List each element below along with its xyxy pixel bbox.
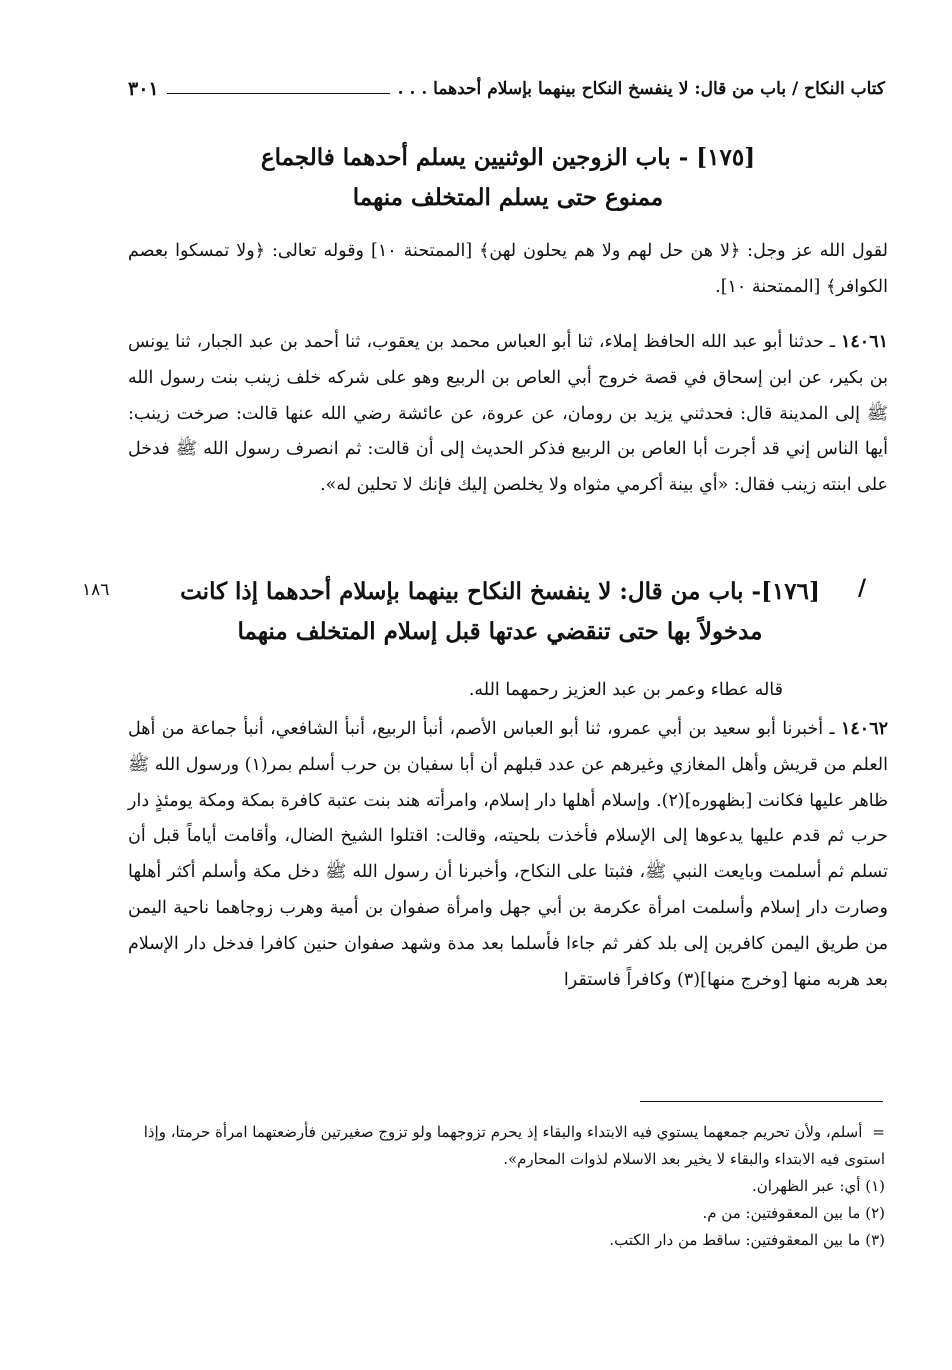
- header-rule: [167, 93, 390, 94]
- manuscript-margin-number: ١٨٦: [82, 580, 110, 600]
- footnote-continuation: [128, 1119, 885, 1173]
- section-176-heading-line1: [١٧٦]- باب من قال: لا ينفسخ النكاح بينهما بإسلام أحدهما إذا كانت: [180, 578, 820, 605]
- section-176-heading-line2: مدخولاً بها حتى تنقضي عدتها قبل إسلام المتخلف منهما: [237, 618, 763, 645]
- hadith-14062: [128, 712, 888, 998]
- footnote-2: (٢) ما بين المعقوفتين: من م.: [702, 1204, 885, 1222]
- page-break-slash: /: [858, 575, 867, 601]
- hadith-text: ـ حدثنا أبو عبد الله الحافظ إملاء، ثنا أبو العباس محمد بن يعقوب، ثنا أحمد بن عبد الجبار، ثنا يونس بن بكير، عن ابن إسحاق في قصة خروج أبي العاص بن الربيع وهو على شركه خلف زينب بنت رسول الله ﷺ إلى المدينة قال: فحدثني يزيد بن رومان، عن عروة، عن عائشة رضي الله عنها قالت: صرخت زينب: أيها الناس إني قد أجرت أبا العاص بن الربيع فذكر الحديث إلى أن قالت: ثم انصرف رسول الله ﷺ فدخل على ابنته زينب فقال: «أي بينة أكرمي مثواه ولا يخلصن إليك فإنك لا تحلين له».: [128, 332, 888, 496]
- footnotes: [128, 1119, 885, 1254]
- footnote-1: (١) أي: عبر الظهران.: [752, 1177, 885, 1195]
- footnote-separator: [640, 1101, 883, 1102]
- header-title: كتاب النكاح / باب من قال: لا ينفسخ النكاح بينهما بإسلام أحدهما . . .: [397, 79, 885, 99]
- section-175-heading-line2: ممنوع حتى يسلم المتخلف منهما: [352, 184, 664, 211]
- running-header: [128, 72, 885, 106]
- hadith-14061: [128, 325, 888, 504]
- hadith-number: ١٤٠٦١: [841, 332, 888, 352]
- section-175-intro: لقول الله عز وجل: ﴿لا هن حل لهم ولا هم يحلون لهن﴾ [الممتحنة ١٠] وقوله تعالى: ﴿ولا تمسكوا بعصم الكوافر﴾ [الممتحنة ١٠].: [128, 241, 888, 297]
- section-176-intro: قاله عطاء وعمر بن عبد العزيز رحمهما الله.: [468, 680, 783, 700]
- hadith-number: ١٤٠٦٢: [841, 719, 888, 739]
- section-175-heading-line1: [١٧٥] - باب الزوجين الوثنيين يسلم أحدهما فالجماع: [260, 144, 756, 171]
- footnote-continuation-text: أسلم، ولأن تحريم جمعهما يستوي فيه الابتداء والبقاء إذ يحرم تزوجهما ولو تزوج صغيرتين فأرضعتهما امرأة حرمتا، وإذا استوى فيه الابتداء والبقاء لا يخير بعد الاسلام لذوات المحارم».: [143, 1123, 885, 1168]
- footnote-3: (٣) ما بين المعقوفتين: ساقط من دار الكتب.: [609, 1231, 885, 1249]
- hadith-text: ـ أخبرنا أبو سعيد بن أبي عمرو، ثنا أبو العباس الأصم، أنبأ الربيع، أنبأ الشافعي، أنبأ جماعة من أهل العلم من قريش وأهل المغازي وغيرهم عن عدد قبلهم أن أبا سفيان بن حرب أسلم بمر(١) ورسول الله ﷺ ظاهر عليها فكانت [بظهوره](٢). وإسلام أهلها دار إسلام، وامرأته هند بنت عتبة كافرة بمكة ومكة يومئذٍ دار حرب ثم قدم عليها يدعوها إلى الإسلام فأخذت بلحيته، وقالت: اقتلوا الشيخ الضال، وأقامت أياماً قبل أن تسلم ثم أسلمت وبايعت النبي ﷺ، فثبتا على النكاح، وأخبرنا أن رسول الله ﷺ دخل مكة وأسلم أكثر أهلها وصارت دار إسلام وأسلمت امرأة عكرمة بن أبي جهل وامرأة صفوان بن أمية وهرب زوجاهما ناحية اليمن من طريق اليمن كافرين إلى بلد كفر ثم جاءا فأسلما بعد مدة وشهد صفوان حنين كافرا فدخل دار الإسلام بعد هربه منها [وخرج منها](٣) وكافراً فاستقرا: [128, 719, 888, 990]
- page-number: ٣٠١: [128, 78, 159, 100]
- continuation-marker: =: [872, 1123, 885, 1141]
- section-176-heading: [150, 572, 850, 652]
- section-175-heading: [128, 138, 888, 218]
